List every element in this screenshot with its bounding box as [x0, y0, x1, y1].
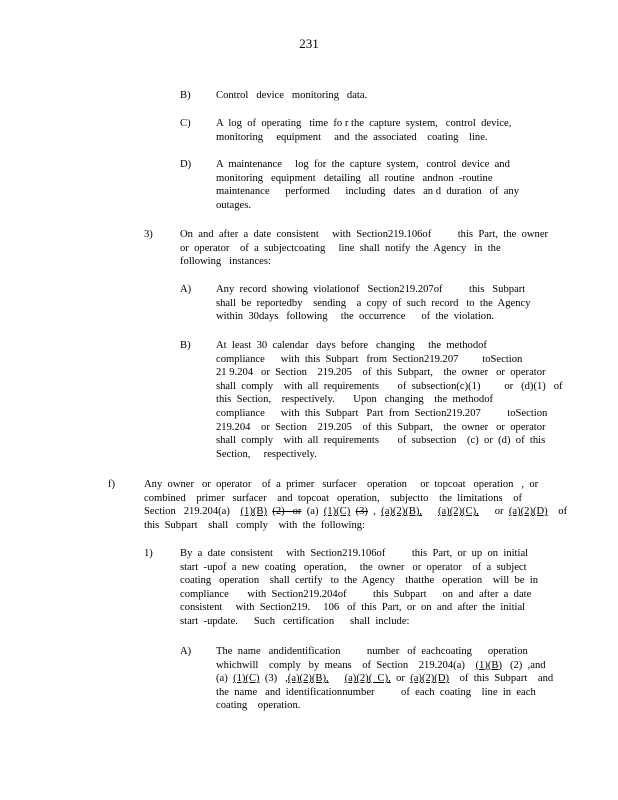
text-run: or [390, 673, 411, 685]
text-line: start -update. Such certification shall include: [180, 615, 410, 627]
text-run: (3) , [259, 673, 288, 685]
text-line: Control device monitoring data. [216, 90, 368, 101]
inserted-text: (a)(2)(B), [381, 506, 423, 518]
inserted-text: (a)(2)(C), [437, 506, 479, 518]
text-line: consistent with Section219. 106 of this Part, or on and after the initial [180, 602, 526, 614]
text-line: Any record showing violationof Section219.207of this Subpart [216, 284, 526, 295]
text-line: Section, respectively. [216, 448, 317, 460]
item-label: B) [180, 90, 191, 101]
text-line-amended [216, 659, 553, 673]
text-line: outages. [216, 199, 252, 211]
text-line: coating operation. [216, 700, 301, 712]
text-run: , [367, 506, 382, 518]
deleted-text: (3) [355, 506, 368, 518]
text-run: or [478, 506, 509, 518]
text-line: following instances: [180, 256, 271, 268]
text-line: At least 30 calendar days before changing the methodof [216, 340, 487, 351]
paragraph [216, 283, 531, 324]
text-line: compliance with this Subpart from Section219.207 toSection [216, 353, 523, 365]
paragraph [216, 339, 563, 461]
text-line: shall comply with all requirements of subsection (c) or (d) of this [216, 435, 546, 447]
text-run: of [547, 506, 568, 518]
text-line: shall comply with all requirements of subsection(c)(1) or (d)(1) of [216, 380, 563, 392]
text-run [329, 673, 345, 684]
text-line: A log of operating time fo r the capture system, control device, [216, 118, 512, 129]
text-line: The name andidentification number of eachcoating operation [216, 646, 528, 657]
text-line: monitoring equipment and the associated coating line. [216, 131, 488, 143]
text-line: this Section, respectively. Upon changing the methodof [216, 394, 494, 406]
text-run: (2) ,and [502, 659, 546, 671]
text-line: shall be reportedby sending a copy of such record to the Agency [216, 297, 531, 309]
page-number: 231 [299, 36, 319, 51]
text-line: maintenance performed including dates an d duration of any [216, 186, 520, 198]
text-line-amended [216, 672, 553, 686]
text-line: compliance with Section219.204of this Subpart on and after a date [180, 588, 532, 600]
item-label: A) [180, 284, 192, 295]
paragraph [216, 89, 367, 103]
inserted-text: (a)(2)( C), [344, 673, 391, 685]
inserted-text: (1)(C) [323, 506, 351, 518]
text-run: Section 219.204(a) [144, 506, 241, 518]
text-line: Any owner or operator of a primer surfacer operation or topcoat operation , or [144, 479, 539, 490]
text-line: within 30days following the occurrence of the violation. [216, 311, 495, 323]
text-line: 219.204 or Section 219.205 of this Subpart, the owner or operator [216, 421, 546, 433]
item-label: C) [180, 118, 191, 129]
text-run [422, 506, 438, 517]
inserted-text: (a)(2)(D) [508, 506, 548, 518]
item-label: B) [180, 340, 191, 351]
paragraph [216, 158, 519, 212]
paragraph [180, 547, 538, 629]
text-run: whichwill comply by means of Section 219.204(a) [216, 659, 476, 671]
deleted-text: (2) or [272, 506, 302, 518]
text-line: A maintenance log for the capture system, control device and [216, 159, 510, 170]
text-line: the name and identificationnumber of each coating line in each [216, 686, 536, 698]
text-run: (a) [301, 506, 324, 518]
paragraph [216, 117, 511, 144]
paragraph [216, 645, 553, 713]
text-line: this Subpart shall comply with the following: [144, 519, 365, 531]
text-line: compliance with this Subpart Part from Section219.207 toSection [216, 407, 548, 419]
inserted-text: (1)(C) [233, 673, 260, 685]
text-line: By a date consistent with Section219.106of this Part, or up on initial [180, 548, 529, 559]
paragraph [144, 478, 567, 532]
inserted-text: (1)(B) [475, 659, 502, 671]
text-line: or operator of a subjectcoating line shall notify the Agency in the [180, 242, 501, 254]
text-line: start -upof a new coating operation, the owner or operator of a subject [180, 561, 527, 573]
text-line: monitoring equipment detailing all routine andnon -routine [216, 172, 493, 184]
item-label: 1) [144, 548, 153, 559]
inserted-text: (1)(B) [240, 506, 267, 518]
inserted-text: (a)(2)(B), [287, 673, 329, 685]
item-label: f) [108, 479, 116, 490]
paragraph [180, 228, 548, 269]
text-line: 21 9.204 or Section 219.205 of this Subpart, the owner or operator [216, 367, 546, 379]
text-line-amended [144, 505, 567, 519]
inserted-text: (a)(2)(D) [410, 673, 450, 685]
text-run: of this Subpart and [449, 673, 554, 685]
text-line: coating operation shall certify to the Agency thatthe operation will be in [180, 575, 539, 587]
text-line: combined primer surfacer and topcoat operation, subjectto the limitations of [144, 492, 523, 504]
item-label: A) [180, 646, 192, 657]
item-label: D) [180, 159, 192, 170]
item-label: 3) [144, 229, 153, 240]
text-line: On and after a date consistent with Section219.106of this Part, the owner [180, 229, 549, 240]
text-run: (a) [216, 673, 234, 685]
